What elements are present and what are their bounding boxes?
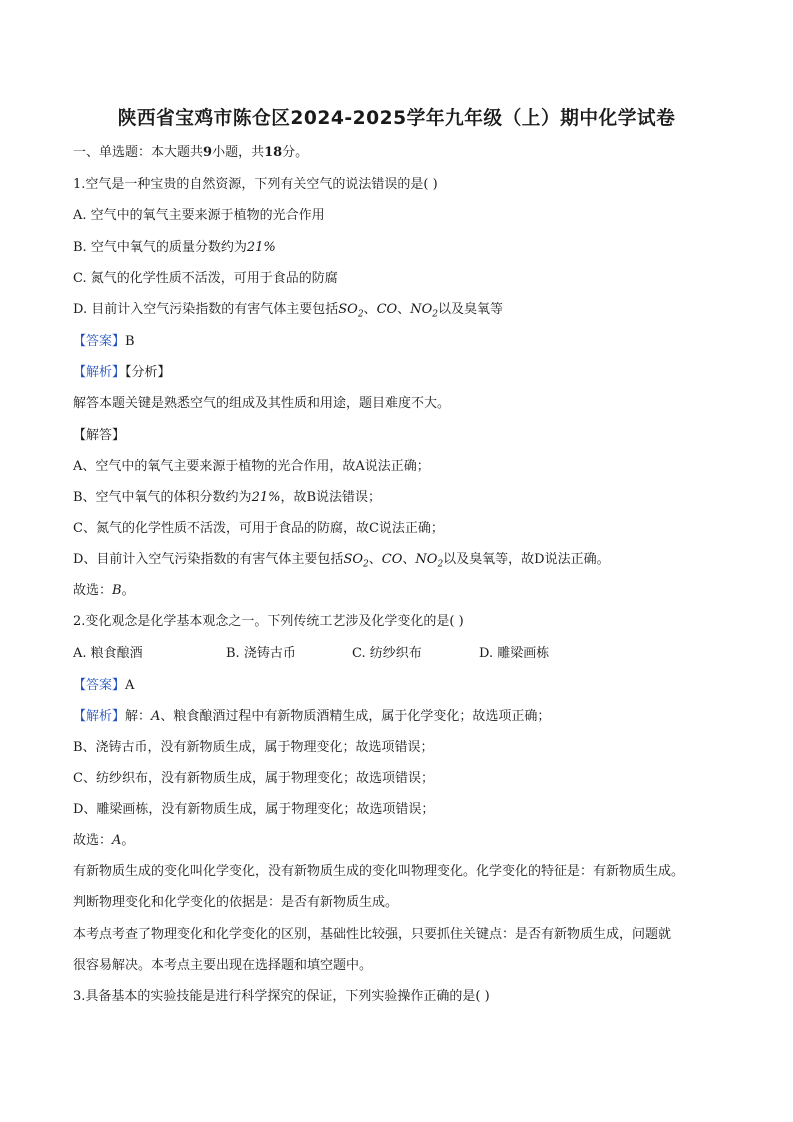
q1-solution-d: D、目前计入空气污染指数的有害气体主要包括$SO_2$、CO、$NO_2$以及臭氧等，故D说法正确。 [73,552,610,570]
q1-solution-a: A、空气中的氧气主要来源于植物的光合作用，故A说法正确； [73,459,430,474]
q2-choice: 故选：A。 [73,833,135,848]
q2-note-1: 有新物质生成的变化叫化学变化，没有新物质生成的变化叫物理变化。化学变化的特征是：有新物质生成。 [73,864,685,879]
q2-solution-c: C、纺纱织布，没有新物质生成，属于物理变化；故选项错误； [73,771,434,786]
q1-option-c: C. 氮气的化学性质不活泼，可用于食品的防腐 [73,271,338,286]
q2-option-c: C. 纺纱织布 [352,646,422,661]
q2-stem: 2.变化观念是化学基本观念之一。下列传统工艺涉及化学变化的是( ) [73,614,464,629]
q2-note-4: 很容易解决。本考点主要出现在选择题和填空题中。 [73,958,373,973]
q2-note-2: 判断物理变化和化学变化的依据是：是否有新物质生成。 [73,895,399,910]
q1-stem: 1.空气是一种宝贵的自然资源，下列有关空气的说法错误的是( ) [73,177,438,192]
q1-option-a: A. 空气中的氧气主要来源于植物的光合作用 [73,208,325,223]
section-header: 一、单选题：本大题共9小题，共18分。 [73,145,309,160]
q2-note-3: 本考点考查了物理变化和化学变化的区别，基础性比较强，只要抓住关键点：是否有新物质生成，问题就 [73,927,672,942]
q1-solution-b: B、空气中氧气的体积分数约为21%，故B说法错误； [73,490,382,505]
q1-analysis-text: 解答本题关键是熟悉空气的组成及其性质和用途，题目难度不大。 [73,396,451,411]
total-points: 18 [264,145,283,160]
q2-solution-a: 【解析】解：A、粮食酿酒过程中有新物质酒精生成，属于化学变化；故选项正确； [73,709,551,724]
q1-solution-c: C、氮气的化学性质不活泼，可用于食品的防腐，故C说法正确； [73,521,444,536]
q2-answer: 【答案】A [73,678,135,693]
q1-solve-label: 【解答】 [73,428,126,443]
page-title: 陕西省宝鸡市陈仓区2024-2025学年九年级（上）期中化学试卷 [117,107,676,129]
question-count: 9 [203,145,213,160]
q2-solution-d: D、雕梁画栋，没有新物质生成，属于物理变化；故选项错误； [73,802,435,817]
q1-option-b: B. 空气中氧气的质量分数约为21% [73,240,276,255]
q2-solution-b: B、浇铸古币，没有新物质生成，属于物理变化；故选项错误； [73,740,434,755]
q1-analysis-label: 【解析】【分析】 [73,365,171,380]
q2-option-b: B. 浇铸古币 [226,646,296,661]
q2-option-d: D. 雕梁画栋 [479,646,550,661]
q3-stem: 3.具备基本的实验技能是进行科学探究的保证，下列实验操作正确的是( ) [73,989,490,1004]
q1-option-d: D. 目前计入空气污染指数的有害气体主要包括$SO_2$、CO、$NO_2$以及臭氧等 [73,302,503,320]
q1-choice: 故选：B。 [73,583,135,598]
q1-answer: 【答案】B [73,334,135,349]
q2-option-a: A. 粮食酿酒 [73,646,143,661]
